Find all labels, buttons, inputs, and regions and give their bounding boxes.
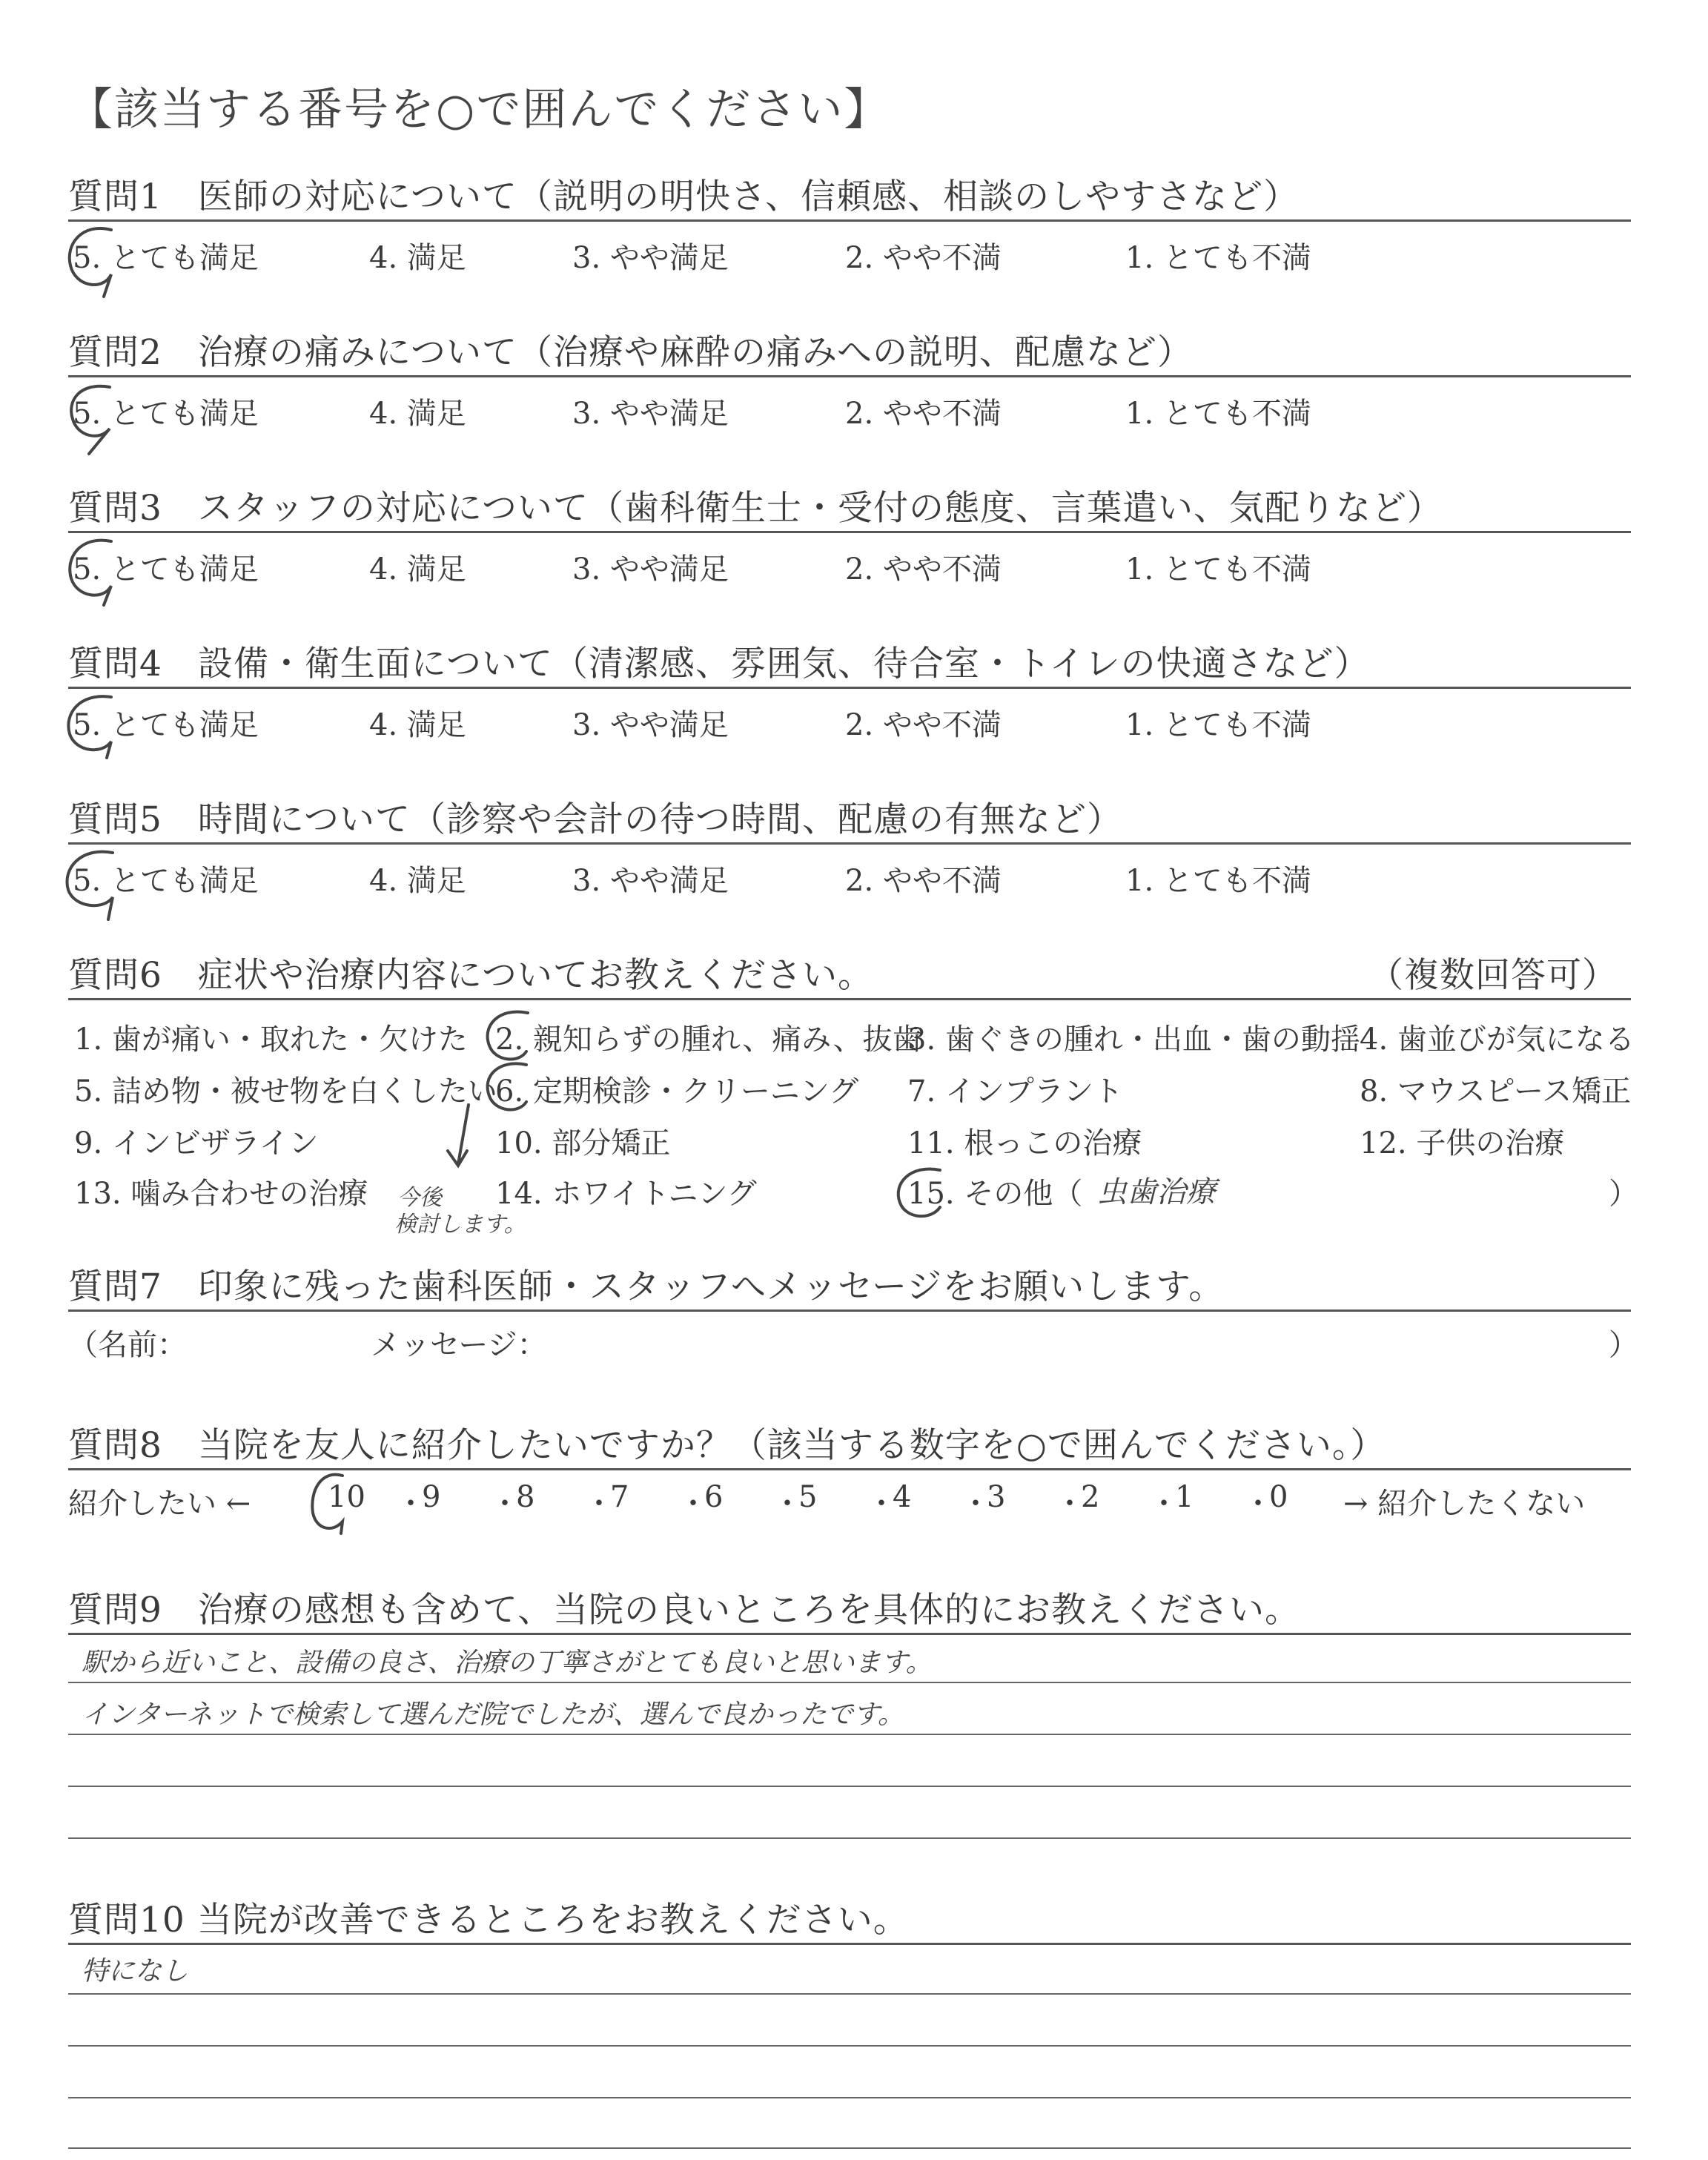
question-10-label: 質問10 当院が改善できるところをお教えください。 (68, 1900, 909, 1941)
q3-option-2[interactable]: 2. やや不満 (845, 552, 1002, 587)
question-5-rule (68, 842, 1631, 845)
q8-number-0[interactable]: 0 (1269, 1480, 1288, 1514)
question-6-rule (68, 998, 1631, 1000)
question-8-rule (68, 1468, 1631, 1470)
q6-item-14[interactable]: 14. ホワイトニング (495, 1177, 757, 1211)
q6-item-3[interactable]: 3. 歯ぐきの腫れ・出血・歯の動揺 (907, 1023, 1360, 1057)
q8-separator-dot: ・ (867, 1487, 896, 1521)
q8-separator-dot: ・ (1243, 1487, 1273, 1521)
q6-item-8[interactable]: 8. マウスピース矯正 (1360, 1074, 1632, 1109)
q8-separator-dot: ・ (1149, 1487, 1179, 1521)
q6-handwritten-note-2: 検討します。 (394, 1212, 526, 1238)
q8-number-8[interactable]: 8 (516, 1480, 535, 1514)
q9-writing-line (68, 1786, 1631, 1787)
q8-separator-dot: ・ (961, 1487, 990, 1521)
q1-option-1[interactable]: 1. とても不満 (1125, 241, 1311, 275)
q3-option-5[interactable]: 5. とても満足 (73, 552, 259, 587)
q6-other-close: ） (1609, 1177, 1638, 1211)
q8-separator-dot: ・ (1055, 1487, 1085, 1521)
q1-option-2[interactable]: 2. やや不満 (845, 241, 1002, 275)
q8-left-label: 紹介したい ← (68, 1487, 251, 1521)
q7-message-label: メッセージ： (371, 1328, 547, 1362)
q10-writing-line (68, 1993, 1631, 1995)
question-9-rule (68, 1633, 1631, 1635)
q6-item-13[interactable]: 13. 噛み合わせの治療 (74, 1177, 368, 1211)
q5-option-3[interactable]: 3. やや満足 (572, 864, 729, 898)
q2-option-1[interactable]: 1. とても不満 (1125, 397, 1311, 431)
question-7-label: 質問7 印象に残った歯科医師・スタッフへメッセージをお願いします。 (68, 1266, 1225, 1307)
q5-option-4[interactable]: 4. 満足 (369, 864, 466, 898)
q2-option-3[interactable]: 3. やや満足 (572, 397, 729, 431)
q6-item-2[interactable]: 2. 親知らずの腫れ、痛み、抜歯 (495, 1023, 922, 1057)
q9-answer-line-1: 駅から近いこと、設備の良さ、治療の丁寧さがとても良いと思います。 (82, 1648, 933, 1678)
q4-option-3[interactable]: 3. やや満足 (572, 708, 729, 742)
q8-number-5[interactable]: 5 (798, 1480, 818, 1514)
q6-item-1[interactable]: 1. 歯が痛い・取れた・欠けた (74, 1023, 468, 1057)
q4-option-2[interactable]: 2. やや不満 (845, 708, 1002, 742)
q2-option-4[interactable]: 4. 満足 (369, 397, 466, 431)
question-8-label: 質問8 当院を友人に紹介したいですか？（該当する数字を○で囲んでください。） (68, 1425, 1386, 1466)
question-1-rule (68, 219, 1631, 222)
q6-item-11[interactable]: 11. 根っこの治療 (907, 1126, 1142, 1160)
question-3-rule (68, 531, 1631, 533)
q8-separator-dot: ・ (396, 1487, 426, 1521)
arrow-icon (448, 1105, 469, 1166)
question-4-label: 質問4 設備・衛生面について（清潔感、雰囲気、待合室・トイレの快適さなど） (68, 644, 1370, 684)
q8-right-label: → 紹介したくない (1343, 1487, 1586, 1521)
question-9-label: 質問9 治療の感想も含めて、当院の良いところを具体的にお教えください。 (68, 1590, 1300, 1631)
q5-option-2[interactable]: 2. やや不満 (845, 864, 1002, 898)
q8-number-10[interactable]: 10 (328, 1480, 365, 1514)
question-10-rule (68, 1943, 1631, 1945)
q10-writing-line (68, 2147, 1631, 2149)
q5-option-1[interactable]: 1. とても不満 (1125, 864, 1311, 898)
q8-separator-dot: ・ (678, 1487, 708, 1521)
q6-item-5[interactable]: 5. 詰め物・被せ物を白くしたい (74, 1074, 497, 1109)
q6-handwritten-other: 虫歯治療 (1097, 1175, 1216, 1209)
question-5-label: 質問5 時間について（診察や会計の待つ時間、配慮の有無など） (68, 799, 1122, 840)
q8-number-6[interactable]: 6 (704, 1480, 724, 1514)
q6-item-10[interactable]: 10. 部分矯正 (495, 1126, 671, 1160)
q6-item-12[interactable]: 12. 子供の治療 (1360, 1126, 1565, 1160)
q8-number-1[interactable]: 1 (1175, 1480, 1194, 1514)
q4-option-4[interactable]: 4. 満足 (369, 708, 466, 742)
question-3-label: 質問3 スタッフの対応について（歯科衛生士・受付の態度、言葉遣い、気配りなど） (68, 488, 1443, 529)
q8-separator-dot: ・ (584, 1487, 614, 1521)
question-2-label: 質問2 治療の痛みについて（治療や麻酔の痛みへの説明、配慮など） (68, 332, 1194, 373)
q10-answer-line-1: 特になし (82, 1956, 189, 1986)
q1-option-4[interactable]: 4. 満足 (369, 241, 466, 275)
q6-item-6[interactable]: 6. 定期検診・クリーニング (495, 1074, 859, 1109)
q1-option-3[interactable]: 3. やや満足 (572, 241, 729, 275)
q6-item-7[interactable]: 7. インプラント (907, 1074, 1123, 1109)
q2-option-2[interactable]: 2. やや不満 (845, 397, 1002, 431)
question-6-note: （複数回答可） (1368, 955, 1618, 996)
q10-writing-line (68, 2045, 1631, 2047)
q3-option-4[interactable]: 4. 満足 (369, 552, 466, 587)
q9-writing-line (68, 1682, 1631, 1683)
q4-option-1[interactable]: 1. とても不満 (1125, 708, 1311, 742)
q4-option-5[interactable]: 5. とても満足 (73, 708, 259, 742)
question-2-rule (68, 375, 1631, 377)
q6-item-15[interactable]: 15. その他（ (907, 1177, 1083, 1211)
q9-answer-line-2: インターネットで検索して選んだ院でしたが、選んで良かったです。 (82, 1700, 904, 1730)
q3-option-1[interactable]: 1. とても不満 (1125, 552, 1311, 587)
form-title: 【該当する番号を○で囲んでください】 (68, 84, 890, 136)
question-7-rule (68, 1309, 1631, 1312)
q1-option-5[interactable]: 5. とても満足 (73, 241, 259, 275)
question-1-label: 質問1 医師の対応について（説明の明快さ、信頼感、相談のしやすさなど） (68, 176, 1300, 217)
q7-name-label: （名前： (68, 1328, 187, 1362)
q9-writing-line (68, 1837, 1631, 1839)
q8-number-4[interactable]: 4 (893, 1480, 912, 1514)
q7-close: ） (1609, 1328, 1638, 1362)
q10-writing-line (68, 2097, 1631, 2098)
question-6-label: 質問6 症状や治療内容についてお教えください。 (68, 955, 873, 996)
q8-separator-dot: ・ (490, 1487, 520, 1521)
q2-option-5[interactable]: 5. とても満足 (73, 397, 259, 431)
q6-handwritten-note-1: 今後 (397, 1185, 442, 1211)
question-4-rule (68, 687, 1631, 689)
q8-number-3[interactable]: 3 (987, 1480, 1006, 1514)
q8-number-2[interactable]: 2 (1081, 1480, 1100, 1514)
q6-item-4[interactable]: 4. 歯並びが気になる (1360, 1023, 1635, 1057)
q8-number-7[interactable]: 7 (610, 1480, 629, 1514)
q5-option-5[interactable]: 5. とても満足 (73, 864, 259, 898)
q3-option-3[interactable]: 3. やや満足 (572, 552, 729, 587)
q8-separator-dot: ・ (772, 1487, 802, 1521)
q6-item-9[interactable]: 9. インビザライン (74, 1126, 319, 1160)
q9-writing-line (68, 1734, 1631, 1735)
q8-number-9[interactable]: 9 (422, 1480, 441, 1514)
